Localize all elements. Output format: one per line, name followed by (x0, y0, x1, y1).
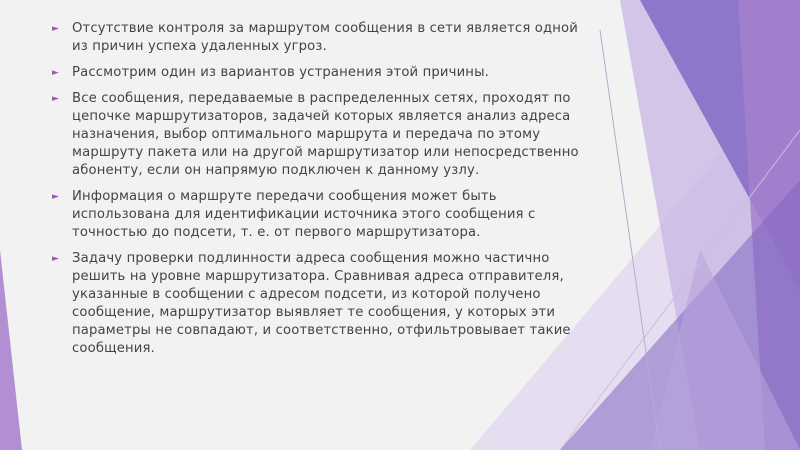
bullet-text: Информация о маршруте передачи сообщения может быть использована для идентификации источника этого сообщения с точностью до подсети, т. е. от первого маршрутизатора. (72, 189, 536, 240)
bullet-item (52, 64, 592, 82)
bullet-arrow-icon: ► (52, 68, 60, 78)
slide-content (52, 20, 592, 366)
bullet-item (52, 20, 592, 56)
bullet-text: Отсутствие контроля за маршрутом сообщения в сети является одной из причин успеха удаленных угроз. (72, 21, 578, 54)
bullet-list (52, 20, 592, 358)
left-strip-shape (0, 250, 22, 450)
bullet-text: Задачу проверки подлинности адреса сообщения можно частично решить на уровне маршрутизатора. Сравнивая адреса отправителя, указанные в сообщении с адресом подсети, из которой получено сообщение, маршрутизатор выявляет те сообщения, у которых эти параметры не совпадают, и соответственно, отфильтровывает такие сообщения. (72, 251, 571, 356)
bullet-arrow-icon: ► (52, 94, 60, 104)
bullet-text: Рассмотрим один из вариантов устранения этой причины. (72, 65, 489, 80)
bullet-item (52, 90, 592, 180)
bullet-item (52, 188, 592, 242)
bullet-item (52, 250, 592, 358)
bullet-arrow-icon: ► (52, 254, 60, 264)
bullet-arrow-icon: ► (52, 24, 60, 34)
bullet-arrow-icon: ► (52, 192, 60, 202)
bullet-text: Все сообщения, передаваемые в распределенных сетях, проходят по цепочке маршрутизаторов, задачей которых является анализ адреса назначения, выбор оптимального маршрута и передача по этому маршруту пакета или на другой маршрутизатор или непосредственно абоненту, если он напрямую подключен к данному узлу. (72, 91, 579, 178)
